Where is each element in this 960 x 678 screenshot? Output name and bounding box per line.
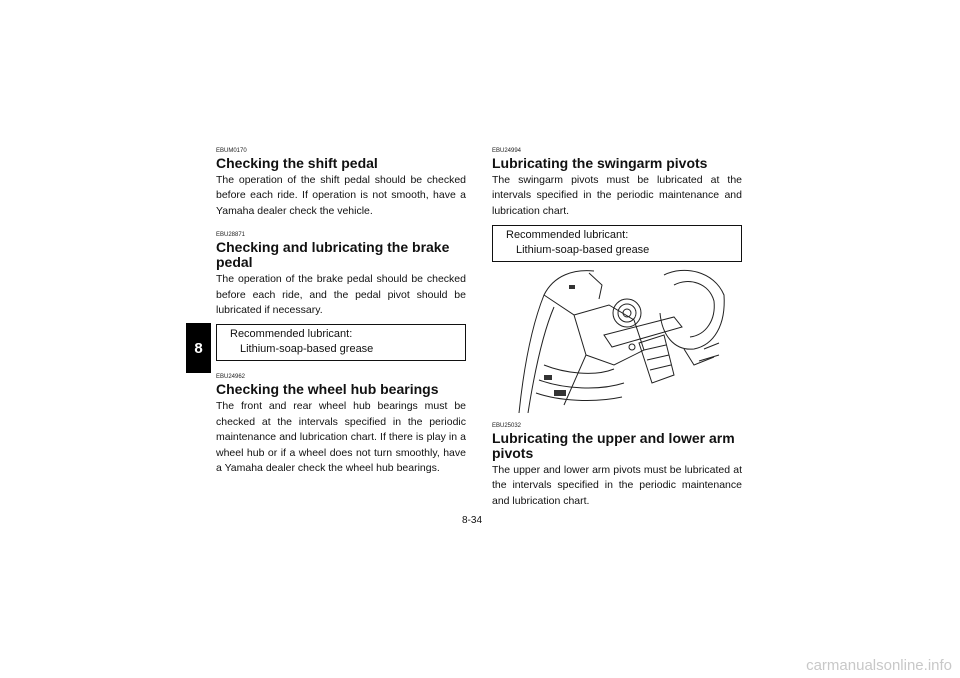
section-swingarm bbox=[492, 148, 742, 262]
section-text: The operation of the shift pedal should be checked before each ride. If operation is not smooth, have a Yamaha dealer check the vehicle. bbox=[216, 174, 466, 217]
lubricant-box bbox=[492, 225, 742, 262]
lubricant-box bbox=[216, 324, 466, 361]
section-title: Checking the wheel hub bearings bbox=[216, 381, 439, 398]
page-number: 8-34 bbox=[462, 515, 483, 526]
section-arm-pivots bbox=[492, 423, 742, 509]
section-text: The upper and lower arm pivots must be lubricated at the intervals specified in the periodic maintenance and lubrication chart. bbox=[492, 464, 742, 507]
lubricant-label: Recommended lubricant: bbox=[230, 328, 353, 341]
left-column bbox=[216, 148, 466, 489]
section-code: EBU25032 bbox=[492, 423, 522, 429]
section-text: The swingarm pivots must be lubricated at the intervals specified in the periodic maintenance and lubrication chart. bbox=[492, 174, 742, 217]
section-brake-pedal bbox=[216, 232, 466, 361]
section-hub-bearings bbox=[216, 374, 466, 476]
section-text: The front and rear wheel hub bearings must be checked at the intervals specified in the periodic maintenance and lubrication chart. If there is play in a wheel hub or if a wheel does not turn smoothly, have a Yamaha dealer check the wheel hub bearings. bbox=[216, 400, 466, 475]
section-code: EBU28871 bbox=[216, 232, 246, 239]
section-title: Checking the shift pedal bbox=[216, 155, 378, 171]
section-code: EBU24994 bbox=[492, 148, 522, 154]
right-column bbox=[492, 148, 742, 507]
section-text: The operation of the brake pedal should be checked before each ride, and the pedal pivot should be lubricated if necessary. bbox=[216, 273, 466, 317]
section-title: Lubricating the swingarm pivots bbox=[492, 155, 708, 171]
chapter-tab: 8 bbox=[186, 323, 211, 373]
section-shift-pedal bbox=[216, 148, 466, 219]
section-title: Lubricating the upper and lower arm pivots bbox=[492, 430, 735, 461]
lubricant-value: Lithium-soap-based grease bbox=[240, 343, 374, 356]
watermark: carmanualsonline.info bbox=[806, 657, 952, 674]
swingarm-pivot-illustration bbox=[514, 265, 726, 413]
section-title: Checking and lubricating the brake pedal bbox=[216, 239, 450, 271]
lubricant-label: Recommended lubricant: bbox=[506, 229, 629, 242]
section-code: EBUM0170 bbox=[216, 148, 247, 154]
section-code: EBU24962 bbox=[216, 374, 246, 381]
lubricant-value: Lithium-soap-based grease bbox=[516, 244, 650, 257]
